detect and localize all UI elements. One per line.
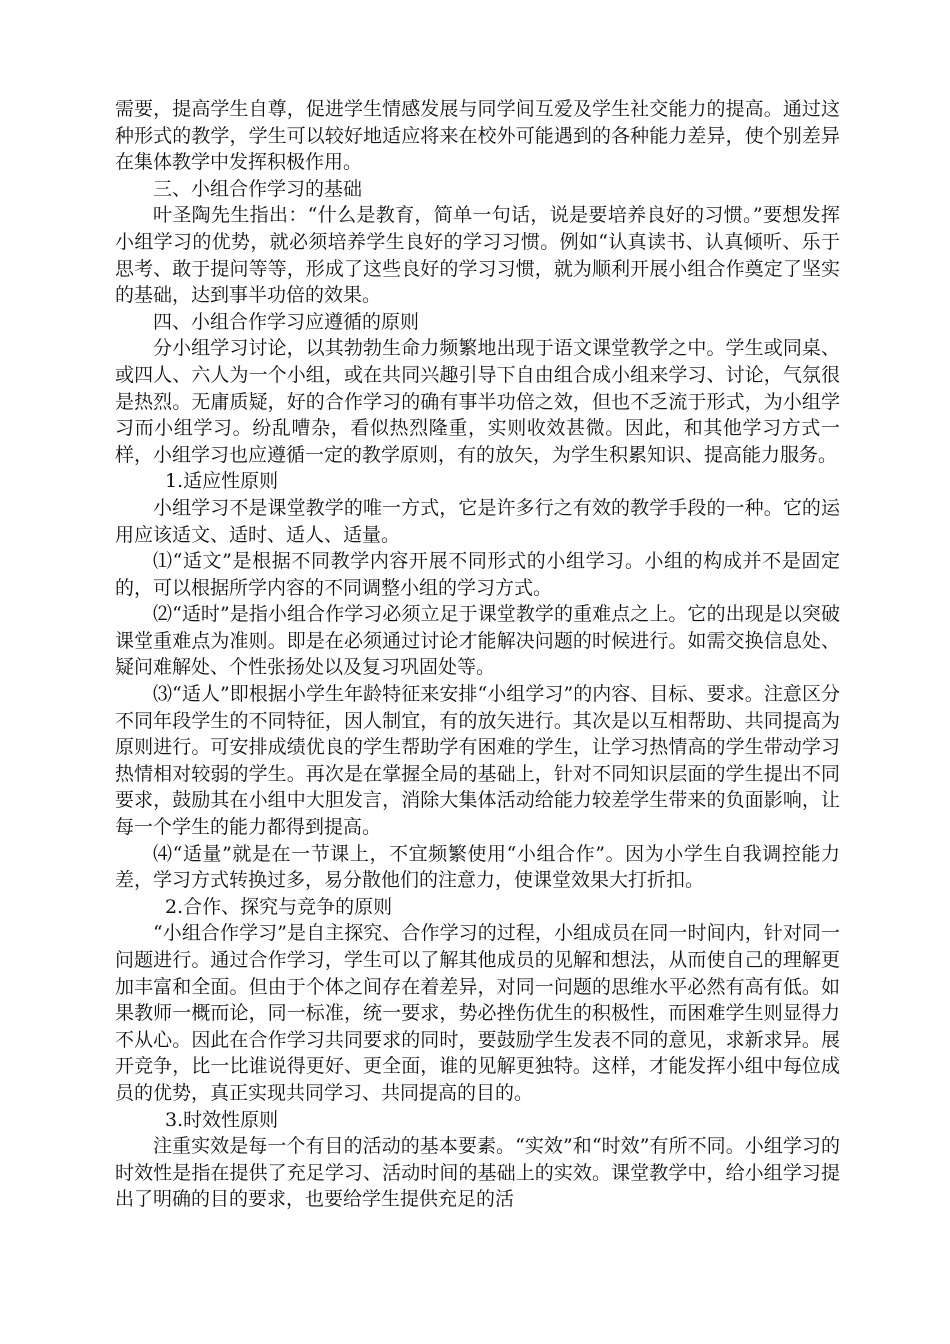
subheading-effectiveness: 3.时效性原则 [165,1108,279,1131]
section-heading-3: 三、小组合作学习的基础 [153,177,363,200]
paragraph-habits: 叶圣陶先生指出：“什么是教育，简单一句话，说是要培养良好的习惯。”要想发挥小组学习的优势，就必须培养学生良好的学习习惯。例如“认真读书、认真倾听、乐于思考、敢于提问等等，形成了这些良好的学习习惯，就为顺利开展小组合作奠定了坚实的基础，达到事半功倍的效果。 [115,204,840,307]
paragraph-suit-people: ⑶“适人”即根据小学生年龄特征来安排“小组学习”的内容、目标、要求。注意区分不同年段学生的不同特征，因人制宜，有的放矢进行。其次是以互相帮助、共同提高为原则进行。可安排成绩优良的学生帮助学有困难的学生，让学习热情高的学生带动学习热情相对较弱的学生。再次是在掌握全局的基础上，针对不同知识层面的学生提出不同要求，鼓励其在小组中大胆发言，消除大集体活动给能力较差学生带来的负面影响，让每一个学生的能力都得到提高。 [115,683,840,839]
paragraph-intro-continued: 需要，提高学生自尊，促进学生情感发展与同学间互爱及学生社交能力的提高。通过这种形式的教学，学生可以较好地适应将来在校外可能遇到的各种能力差异，使个别差异在集体教学中发挥积极作用。 [115,98,840,174]
paragraph-suit-text: ⑴“适文”是根据不同教学内容开展不同形式的小组学习。小组的构成并不是固定的，可以根据所学内容的不同调整小组的学习方式。 [115,550,840,599]
subheading-adaptability: 1.适应性原则 [165,470,279,493]
paragraph-effectiveness: 注重实效是每一个有目的活动的基本要素。“实效”和“时效”有所不同。小组学习的时效性是指在提供了充足学习、活动时间的基础上的实效。课堂教学中，给小组学习提出了明确的目的要求，也要给学生提供充足的活 [115,1135,840,1211]
subheading-cooperation: 2.合作、探究与竞争的原则 [165,895,393,918]
paragraph-suit-amount: ⑷“适量”就是在一节课上，不宜频繁使用“小组合作”。因为小学生自我调控能力差，学习方式转换过多，易分散他们的注意力，使课堂效果大打折扣。 [115,842,840,892]
paragraph-principles-intro: 分小组学习讨论，以其勃勃生命力频繁地出现于语文课堂教学之中。学生或同桌、或四人、六人为一个小组，或在共同兴趣引导下自由组合成小组来学习、讨论，气氛很是热烈。无庸质疑，好的合作学习的确有事半功倍之效，但也不乏流于形式，为小组学习而小组学习。纷乱嘈杂，看似热烈隆重，实则收效甚微。因此，和其他学习方式一样，小组学习也应遵循一定的教学原则，有的放矢，为学生积累知识、提高能力服务。 [115,337,840,466]
paragraph-suit-time: ⑵“适时”是指小组合作学习必须立足于课堂教学的重难点之上。它的出现是以突破课堂重难点为准则。即是在必须通过讨论才能解决问题的时候进行。如需交换信息处、疑问难解处、个性张扬处以及复习巩固处等。 [115,603,840,679]
section-heading-4: 四、小组合作学习应遵循的原则 [153,310,420,333]
paragraph-cooperation: “小组合作学习”是自主探究、合作学习的过程，小组成员在同一时间内，针对同一问题进行。通过合作学习，学生可以了解其他成员的见解和想法，从而使自己的理解更加丰富和全面。但由于个体之间存在着差异，对同一问题的思维水平必然有高有低。如果教师一概而论，同一标准，统一要求，势必挫伤优生的积极性，而困难学生则显得力不从心。因此在合作学习共同要求的同时，要鼓励学生发表不同的意见，求新求异。展开竞争，比一比谁说得更好、更全面，谁的见解更独特。这样，才能发挥小组中每位成员的优势，真正实现共同学习、共同提高的目的。 [115,922,840,1104]
paragraph-adaptability: 小组学习不是课堂教学的唯一方式，它是许多行之有效的教学手段的一种。它的运用应该适文、适时、适人、适量。 [115,496,840,546]
